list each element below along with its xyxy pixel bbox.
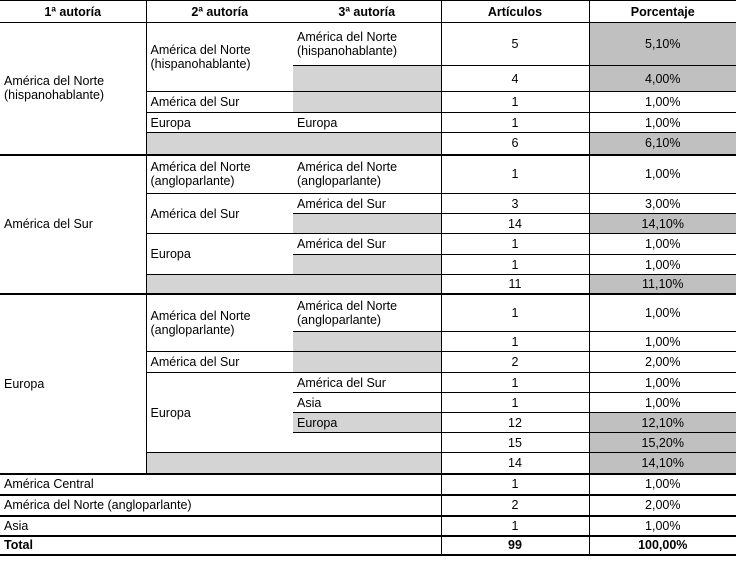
percentage-cell: 4,00% <box>589 66 736 92</box>
articles-cell: 6 <box>441 133 589 155</box>
third-author-cell: Asia <box>293 393 441 413</box>
articles-cell: 4 <box>441 66 589 92</box>
articles-cell: 1 <box>441 155 589 194</box>
percentage-cell: 2,00% <box>589 495 736 516</box>
articles-cell: 1 <box>441 393 589 413</box>
articles-cell: 14 <box>441 214 589 234</box>
third-author-cell <box>293 332 441 352</box>
articles-cell: 1 <box>441 516 589 536</box>
third-author-cell: América del Norte (angloparlante) <box>293 294 441 332</box>
percentage-cell: 14,10% <box>589 453 736 474</box>
third-author-cell <box>293 255 441 275</box>
total-label: Total <box>0 536 441 555</box>
articles-cell: 15 <box>441 433 589 453</box>
articles-cell: 14 <box>441 453 589 474</box>
third-author-cell: América del Norte (angloparlante) <box>293 155 441 194</box>
subtotal-filler <box>146 453 441 474</box>
percentage-cell: 14,10% <box>589 214 736 234</box>
third-author-cell <box>293 433 441 453</box>
table-row <box>0 294 736 332</box>
header-first-authorship: 1ª autoría <box>0 1 146 23</box>
header-second-authorship: 2ª autoría <box>146 1 293 23</box>
articles-cell: 1 <box>441 474 589 495</box>
table-row <box>0 474 736 495</box>
second-author-cell: Europa <box>146 113 293 133</box>
articles-cell: 12 <box>441 413 589 433</box>
second-author-cell: América del Sur <box>146 194 293 234</box>
third-author-cell <box>293 214 441 234</box>
table-row <box>0 23 736 66</box>
articles-cell: 1 <box>441 373 589 393</box>
articles-cell: 11 <box>441 275 589 294</box>
percentage-cell: 1,00% <box>589 113 736 133</box>
second-author-cell: América del Norte (angloparlante) <box>146 155 293 194</box>
second-author-cell: América del Sur <box>146 352 293 373</box>
articles-cell: 5 <box>441 23 589 66</box>
third-author-cell: América del Sur <box>293 194 441 214</box>
header-percentage: Porcentaje <box>589 1 736 23</box>
total-row <box>0 536 736 555</box>
percentage-cell: 1,00% <box>589 155 736 194</box>
total-percentage: 100,00% <box>589 536 736 555</box>
subtotal-filler <box>146 133 441 155</box>
second-author-cell: América del Norte (angloparlante) <box>146 294 293 352</box>
first-author-cell: Asia <box>0 516 441 536</box>
percentage-cell: 1,00% <box>589 92 736 113</box>
percentage-cell: 15,20% <box>589 433 736 453</box>
group-first-author: América del Norte (hispanohablante) <box>4 74 105 103</box>
percentage-cell: 1,00% <box>589 294 736 332</box>
third-author-cell <box>293 352 441 373</box>
third-author-cell <box>293 92 441 113</box>
second-author-cell: América del Sur <box>146 92 293 113</box>
percentage-cell: 1,00% <box>589 373 736 393</box>
second-author-cell: América del Norte (hispanohablante) <box>146 23 293 92</box>
percentage-cell: 2,00% <box>589 352 736 373</box>
percentage-cell: 1,00% <box>589 234 736 255</box>
total-articles: 99 <box>441 536 589 555</box>
percentage-cell: 1,00% <box>589 393 736 413</box>
articles-cell: 1 <box>441 113 589 133</box>
group-first-author: América del Sur <box>0 155 146 294</box>
articles-cell: 1 <box>441 234 589 255</box>
third-author-cell: Europa <box>293 413 441 433</box>
percentage-cell: 5,10% <box>589 23 736 66</box>
second-author-cell: Europa <box>146 234 293 275</box>
subtotal-filler <box>146 275 441 294</box>
header-row <box>0 1 736 23</box>
first-author-cell: América del Norte (angloparlante) <box>0 495 441 516</box>
percentage-cell: 12,10% <box>589 413 736 433</box>
percentage-cell: 3,00% <box>589 194 736 214</box>
table-row <box>0 516 736 536</box>
table-row <box>0 495 736 516</box>
percentage-cell: 1,00% <box>589 332 736 352</box>
articles-cell: 1 <box>441 332 589 352</box>
header-articles: Artículos <box>441 1 589 23</box>
articles-cell: 1 <box>441 294 589 332</box>
articles-cell: 2 <box>441 352 589 373</box>
articles-cell: 3 <box>441 194 589 214</box>
percentage-cell: 1,00% <box>589 474 736 495</box>
percentage-cell: 6,10% <box>589 133 736 155</box>
percentage-cell: 1,00% <box>589 255 736 275</box>
second-author-cell: Europa <box>146 373 293 453</box>
third-author-cell <box>293 66 441 92</box>
percentage-cell: 1,00% <box>589 516 736 536</box>
first-author-cell: América Central <box>0 474 441 495</box>
articles-cell: 1 <box>441 92 589 113</box>
third-author-cell: América del Sur <box>293 234 441 255</box>
table-row <box>0 155 736 194</box>
third-author-cell: América del Norte (hispanohablante) <box>297 30 398 58</box>
group-first-author: Europa <box>0 294 146 474</box>
third-author-cell: Europa <box>293 113 441 133</box>
third-author-cell: América del Sur <box>293 373 441 393</box>
header-third-authorship: 3ª autoría <box>293 1 441 23</box>
articles-cell: 2 <box>441 495 589 516</box>
percentage-cell: 11,10% <box>589 275 736 294</box>
articles-cell: 1 <box>441 255 589 275</box>
